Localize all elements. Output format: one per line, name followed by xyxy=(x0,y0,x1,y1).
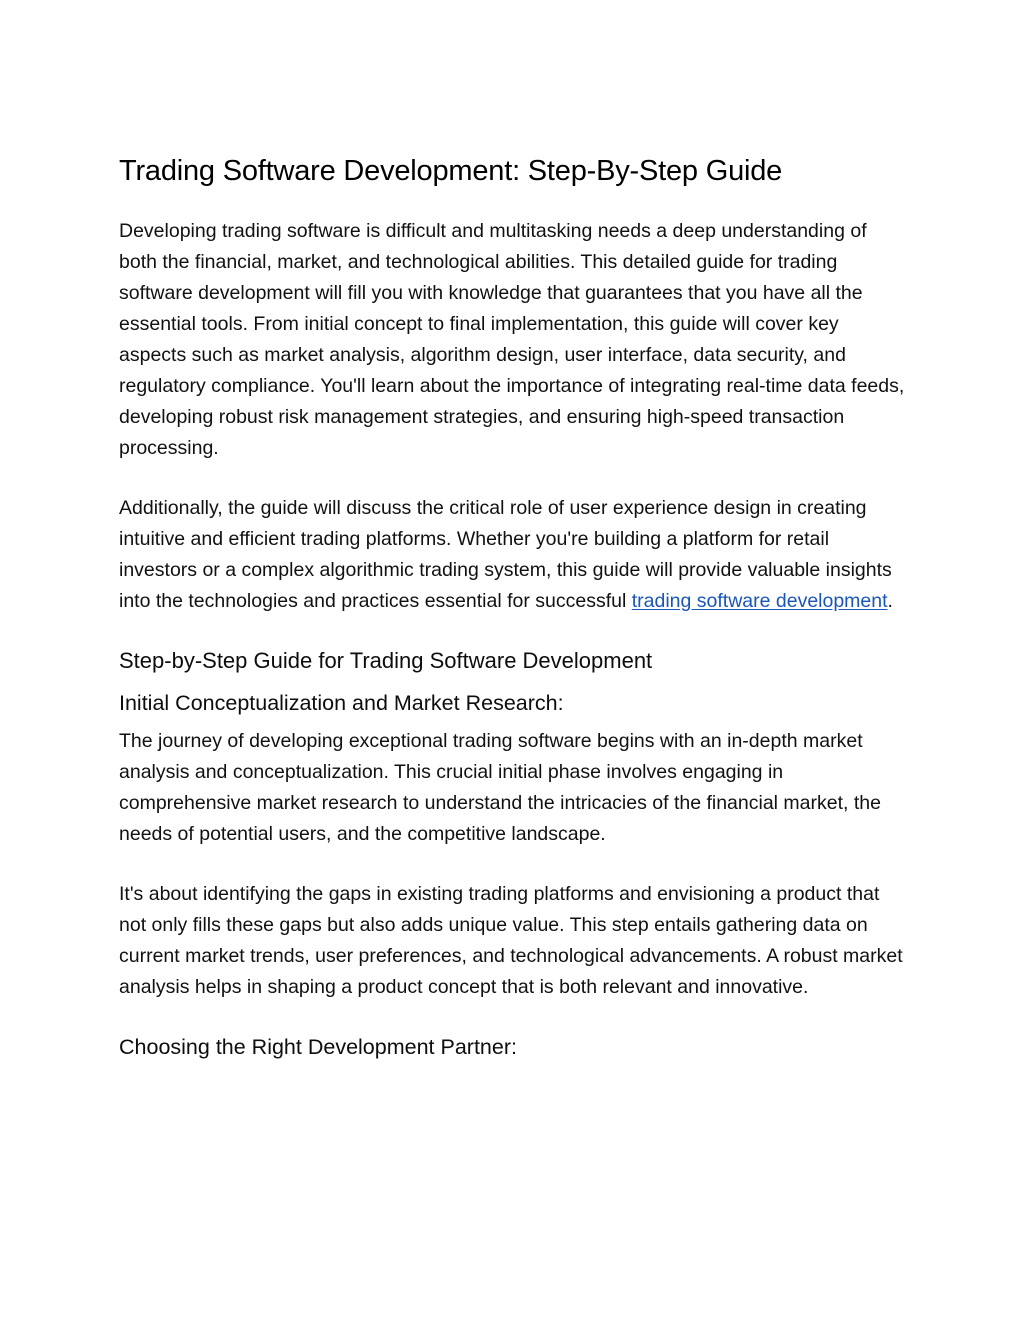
section-heading-step-by-step-guide: Step-by-Step Guide for Trading Software Development xyxy=(119,648,653,673)
gaps-paragraph: It's about identifying the gaps in existing trading platforms and envisioning a product that not only fills these gaps but also adds unique value. This step entails gathering data on current market trends, user preferences, and technological advancements. A robust market analysis helps in shaping a product concept that is both relevant and innovative. xyxy=(119,883,903,998)
intro-paragraph-1: Developing trading software is difficult and multitasking needs a deep understanding of both the financial, market, and technological abilities. This detailed guide for trading software development will fill you with knowledge that guarantees that you have all the essential tools. From initial concept to final implementation, this guide will cover key aspects such as market analysis, algorithm design, user interface, data security, and regulatory compliance. You'll learn about the importance of integrating real-time data feeds, developing robust risk management strategies, and ensuring high-speed transaction processing. xyxy=(119,220,905,459)
document-content xyxy=(119,152,909,1070)
subsection-heading-initial-conceptualization: Initial Conceptualization and Market Research: xyxy=(119,691,564,715)
intro-paragraph-2-text-after-link: . xyxy=(887,590,893,612)
page-title: Trading Software Development: Step-By-Step Guide xyxy=(119,155,783,187)
subsection-heading-choosing-partner: Choosing the Right Development Partner: xyxy=(119,1035,517,1059)
intro-paragraph-2-text-before-link: Additionally, the guide will discuss the critical role of user experience design in creating intuitive and efficient trading platforms. Whether you're building a platform for retail investors or a complex algorithmic trading system, this guide will provide valuable insights into the technologies and practices essential for successful xyxy=(119,497,892,612)
market-research-paragraph: The journey of developing exceptional trading software begins with an in-depth market analysis and conceptualization. This crucial initial phase involves engaging in comprehensive market research to understand the intricacies of the financial market, the needs of potential users, and the competitive landscape. xyxy=(119,730,881,845)
trading-software-development-link[interactable]: trading software development xyxy=(631,590,888,612)
intro-paragraph-2 xyxy=(119,493,909,617)
